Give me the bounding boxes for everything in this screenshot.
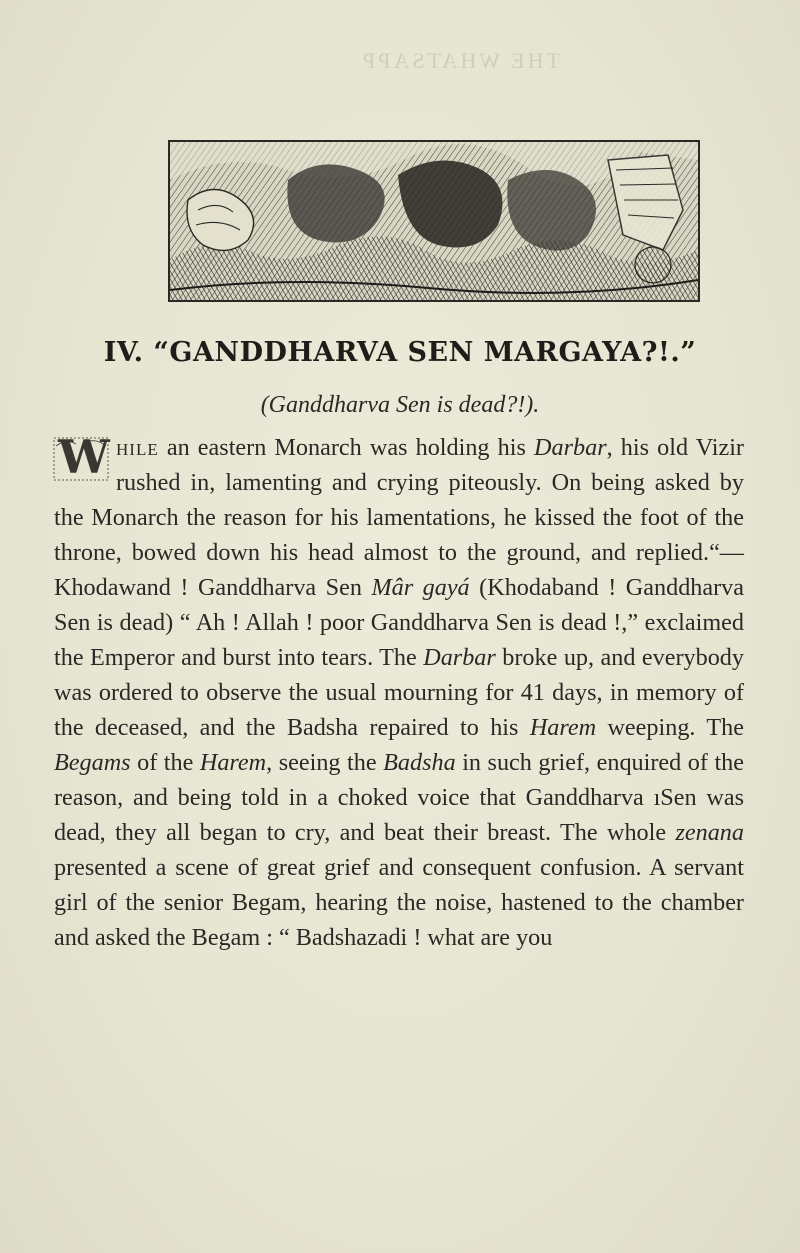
chapter-title: IV. “GANDDHARVA SEN MARGAYA?!.” [103, 337, 697, 368]
text-run: in such grief, enquired of the reason, and being told in a choked voice that Ganddharva ıSen was dead, they all began to cry, and beat their breast. The whole [54, 749, 744, 846]
body-paragraph [54, 430, 744, 955]
small-caps-opening: hile [116, 434, 159, 461]
italic-term: Begams [54, 749, 131, 776]
headpiece-engraving-icon [168, 140, 700, 302]
text-run: , seeing the [266, 749, 384, 776]
italic-term: Harem [529, 714, 597, 741]
italic-term: zenana [675, 819, 744, 846]
dropcap-letter: W [58, 430, 110, 484]
paragraph-text [54, 430, 744, 951]
text-run: weeping. The [596, 714, 744, 741]
text-run: (Khodaband ! Ganddharva Sen is dead) “ Ah ! Allah ! poor Ganddharva Sen is dead !,” exclaimed the Emperor and burst into tears. The [54, 574, 744, 671]
dropcap [52, 430, 110, 484]
text-run: broke up, and everybody was ordered to observe the usual mourning for 41 days, in memory of the deceased, and the Badsha repaired to his [54, 644, 744, 741]
chapter-subtitle: (Ganddharva Sen is dead?!). [260, 392, 540, 418]
italic-term: Mâr gayá [371, 574, 470, 601]
text-run: of the [130, 749, 200, 776]
italic-term: Darbar [534, 434, 607, 461]
text-run: an eastern Monarch was holding his [158, 434, 535, 461]
text-run: , his old Vizir rushed in, lamenting and crying piteously. On being asked by the Monarch the reason for his lamentations, he kissed the foot of the throne, bowed down his head almost to the ground, and replied.“—Khodawand ! Ganddharva Sen [54, 434, 744, 601]
italic-term: Badsha [383, 749, 456, 776]
bleed-through-text: THE WHATSAPP [360, 48, 561, 73]
italic-term: Harem [199, 749, 267, 776]
italic-term: Darbar [423, 644, 496, 671]
text-run: presented a scene of great grief and consequent confusion. A servant girl of the senior Begam, hearing the noise, hastened to the chamber and asked the Begam : “ Badshazadi ! what are you [54, 854, 744, 951]
